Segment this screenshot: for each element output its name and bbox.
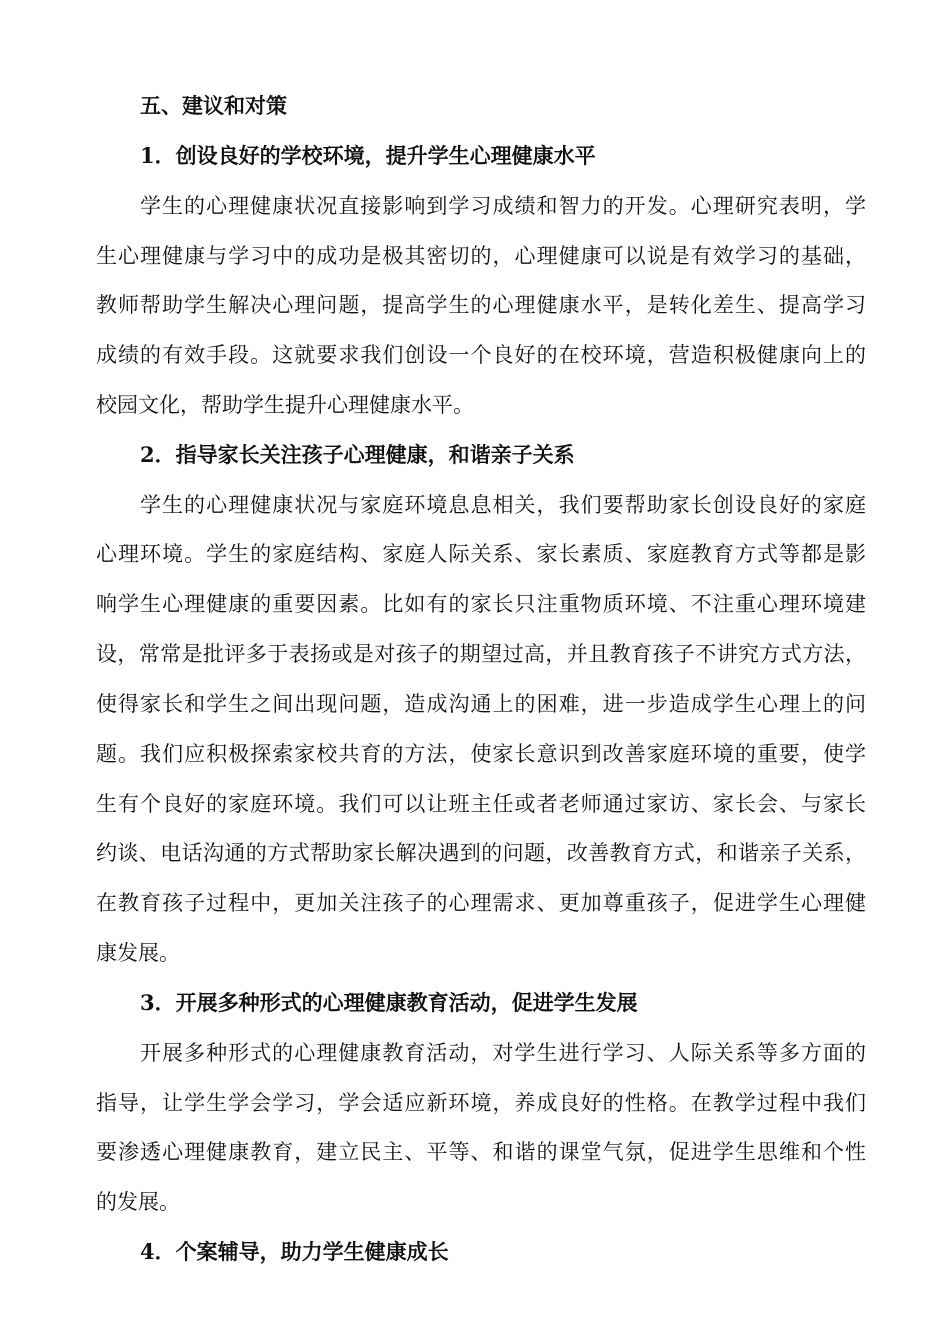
paragraph-line: 教师帮助学生解决心理问题，提高学生的心理健康水平，是转化差生、提高学习 (96, 293, 866, 317)
paragraph-line: 心理环境。学生的家庭结构、家庭人际关系、家长素质、家庭教育方式等都是影 (96, 542, 866, 566)
paragraph-line: 的发展。 (96, 1190, 180, 1214)
section-title-text: 五、建议和对策 (140, 93, 287, 118)
paragraph-line: 成绩的有效手段。这就要求我们创设一个良好的在校环境，营造积极健康向上的 (96, 343, 866, 367)
subsection-heading-1-text: 1．创设良好的学校环境，提升学生心理健康水平 (140, 143, 596, 168)
paragraph-line: 开展多种形式的心理健康教育活动，对学生进行学习、人际关系等多方面的 (140, 1041, 866, 1065)
paragraph-line: 在教育孩子过程中，更加关注孩子的心理需求、更加尊重孩子，促进学生心理健 (96, 891, 866, 915)
paragraph-line: 响学生心理健康的重要因素。比如有的家长只注重物质环境、不注重心理环境建 (96, 592, 866, 616)
paragraph-line: 题。我们应积极探索家校共育的方法，使家长意识到改善家庭环境的重要，使学 (96, 742, 866, 766)
paragraph-line: 校园文化，帮助学生提升心理健康水平。 (96, 393, 474, 417)
paragraph-line: 生心理健康与学习中的成功是极其密切的，心理健康可以说是有效学习的基础， (96, 244, 866, 268)
paragraph-line: 学生的心理健康状况直接影响到学习成绩和智力的开发。心理研究表明，学 (140, 194, 866, 218)
subsection-heading-4-text: 4．个案辅导，助力学生健康成长 (140, 1239, 449, 1264)
paragraph-line: 要渗透心理健康教育，建立民主、平等、和谐的课堂气氛，促进学生思维和个性 (96, 1140, 866, 1164)
paragraph-line: 使得家长和学生之间出现问题，造成沟通上的困难，进一步造成学生心理上的问 (96, 692, 866, 716)
paragraph-line: 生有个良好的家庭环境。我们可以让班主任或者老师通过家访、家长会、与家长 (96, 792, 866, 816)
paragraph-line: 设，常常是批评多于表扬或是对孩子的期望过高，并且教育孩子不讲究方式方法， (96, 642, 866, 666)
paragraph-line: 约谈、电话沟通的方式帮助家长解决遇到的问题，改善教育方式，和谐亲子关系， (96, 841, 866, 865)
paragraph-line: 学生的心理健康状况与家庭环境息息相关，我们要帮助家长创设良好的家庭 (140, 493, 866, 517)
paragraph-line: 康发展。 (96, 941, 180, 965)
subsection-heading-2-text: 2．指导家长关注孩子心理健康，和谐亲子关系 (140, 442, 575, 467)
subsection-heading-3-text: 3．开展多种形式的心理健康教育活动，促进学生发展 (140, 990, 638, 1015)
paragraph-line: 指导，让学生学会学习，学会适应新环境，养成良好的性格。在教学过程中我们 (96, 1091, 866, 1115)
